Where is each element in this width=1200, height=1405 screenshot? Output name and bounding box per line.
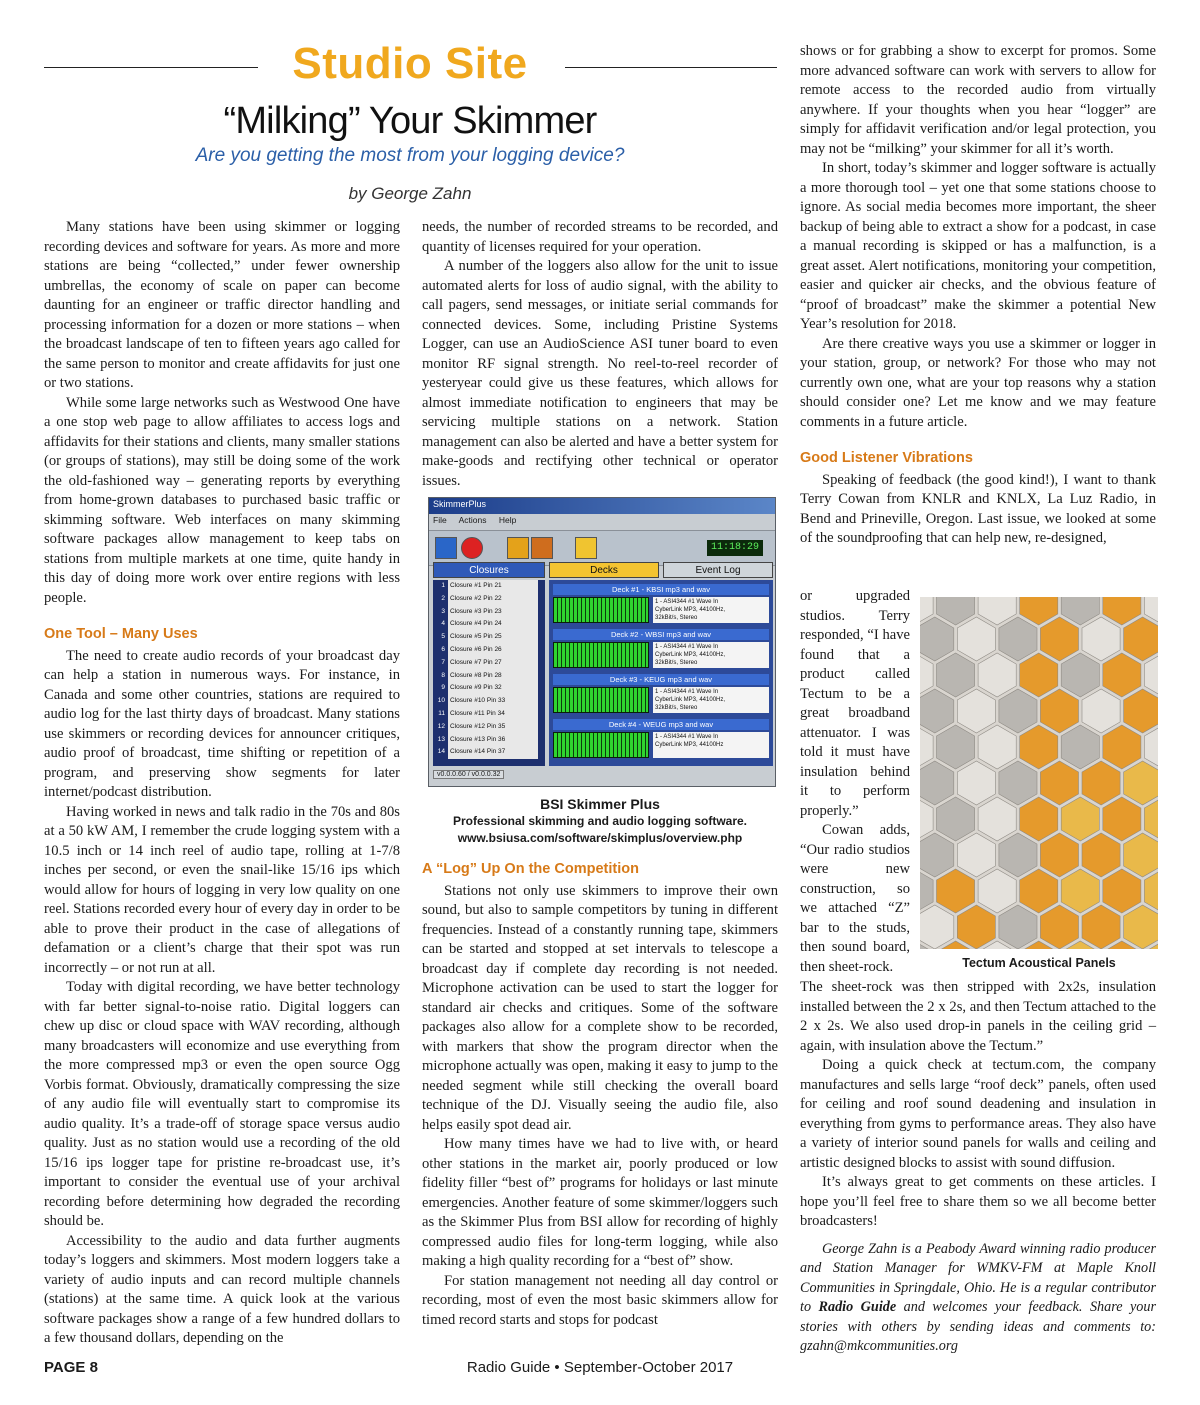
closure-row: 9 Closure #9 Pin 32 [433,682,545,695]
hexagon-panel [1040,905,1078,949]
header-rule-right [565,67,777,68]
paragraph: It’s always great to get comments on these articles. I hope you’ll feel free to share them so we all become better broadcasters! [800,1174,1156,1229]
hexagon-panel [920,653,933,697]
subhead-good-vibrations: Good Listener Vibrations [800,450,973,466]
figure-caption-skimmer [422,795,778,847]
headline: “Milking” Your Skimmer [223,100,597,142]
hexagon-panel [937,725,975,769]
hexagon-panel [1020,725,1058,769]
deck-4 [553,719,769,759]
deck-title: Deck #2 - WBSI mp3 and wav [553,629,769,640]
edit-icon [507,537,529,559]
hexagon-panel [1082,761,1120,805]
level-meter [553,597,649,623]
caption-url: www.bsiusa.com/software/skimplus/overview.php [457,831,743,845]
hexagon-panel [1144,725,1158,769]
hexagon-panel [937,797,975,841]
settings-icon [575,537,597,559]
paragraph: While some large networks such as Westwood One have a one stop web page to allow affiliates to access logs and affidavits for their stations and clients, many smaller stations (or groups of stations), may still be doing some of the work the old-fashioned way – generating reports by everything from home-grown databases to purchased basic traffic or skimming software. Web interfaces on many skimming software packages allow management to keep tabs on stations from multiple markets at one time, quite handy in this day of doing more work over entire regions with less people. [44,394,400,606]
deck-1 [553,584,769,624]
hexagon-panel [1020,797,1058,841]
paragraph: In short, today’s skimmer and logger software is actually a more thorough tool – yet one that some stations choose to ignore. As social media becomes more important, the sheer backup of being able to extract a show for a podcast, in case a manual recording is skipped or has a malfunction, is a great asset. Alert notifications, monitoring your competition, easier and quicker air checks, and the obvious feature of “proof of broadcast” make the skimmer a potential New Year’s resolution for 2018. [800,160,1156,332]
deck-title: Deck #3 - KEUG mp3 and wav [553,674,769,685]
level-meter [553,687,649,713]
record-icon [461,537,483,559]
hexagon-panel [978,869,1016,913]
menu-file: File [433,515,447,525]
deck: Are you getting the most from your logging device? [195,145,625,166]
closure-row: 3 Closure #3 Pin 23 [433,606,545,619]
tab-event-log: Event Log [663,562,773,578]
page-number: PAGE 8 [44,1359,98,1376]
hexagon-panel [1082,689,1120,733]
bio-text-b: and welcomes your feedback. Share your stories with others by sending ideas and comments to: gzahn@mkcommunities.org [800,1299,1156,1354]
paragraph: Stations not only use skimmers to improve their own sound, but also to sample competitors by tuning in different frequencies. Instead of a constantly running tape, skimmers can be started and stopped at set intervals to telescope a broadcast day if complete day recording is not needed. Microphone activation can be used to start the logger for standard air checks and critiques. Some of the software packages also allow for a complete show to be recorded, with markers that show the program director when the microphone actually was open, making it easy to jump to the needed segment while still checking the overall board technique of the DJ. Visually seeing the audio file, also helps easily spot dead air. [422,882,778,1133]
paragraph: Many stations have been using skimmer or logging recording devices and software for years. As more and more stations are being “collected,” under fewer ownership umbrellas, the economy of scale on paper can become daunting for an engineer or traffic director handling and processing information for a dozen or more stations – when the broadcast landscape of ten to fifteen years ago called for the same person to monitor and create affidavits for just one or two stations. [44,219,400,391]
hexagon-panel [920,833,954,877]
tectum-panels-photo [920,597,1158,949]
hexagon-panel [1040,833,1078,877]
deck-title: Deck #4 - WEUG mp3 and wav [553,719,769,730]
hexagon-panel [999,761,1037,805]
hexagon-panel [978,597,1016,625]
hexagon-panel [920,617,954,661]
hexagon-panel [920,725,933,769]
closure-row: 14 Closure #14 Pin 37 [433,746,545,759]
article-column-2-top [422,218,778,491]
article-column-3-top [800,42,1156,549]
hexagon-panel [1103,797,1141,841]
hexagon-panel [1061,869,1099,913]
hexagon-panel [920,761,954,805]
hexagon-panel [1103,725,1141,769]
hexagon-panel [1061,725,1099,769]
closure-row: 12 Closure #12 Pin 35 [433,721,545,734]
hexagon-panel [1124,833,1158,877]
hexagon-panel [978,653,1016,697]
hexagon-panel [957,617,995,661]
closure-row: 5 Closure #5 Pin 25 [433,631,545,644]
hexagon-panel [1103,653,1141,697]
paragraph: For station management not needing all day control or recording, most of even the most basic skimmers allow for timed record starts and stops for podcast [422,1272,778,1328]
hexagon-panel [1082,905,1120,949]
tab-decks: Decks [549,562,659,578]
tools-icon [531,537,553,559]
hexagon-panel [957,905,995,949]
article-column-3-bottom [800,978,1156,1357]
menu-help: Help [498,515,517,525]
hexagon-panel [1061,797,1099,841]
hexagon-panel [937,869,975,913]
window-toolbar [429,530,775,566]
article-column-1 [44,218,400,1349]
author-bio [800,1240,1156,1357]
hexagon-panel [1040,689,1078,733]
subhead-one-tool: One Tool – Many Uses [44,626,198,642]
hexagon-panel [937,597,975,625]
decks-panel [549,580,773,766]
article-column-2-bottom [422,860,778,1330]
window-tabs [433,562,773,578]
deck-title: Deck #1 - KBSI mp3 and wav [553,584,769,595]
hexagon-panel [957,761,995,805]
deck-2 [553,629,769,669]
paragraph: Today with digital recording, we have better technology with far better signal-to-noise ratio. Digital loggers can chew up disc or cloud space with WAV recording, although many broadcasters will economize and use everything from the more compressed mp3 or even the open source Ogg Vorbis format. Obviously, dramatically compressing the size of any audio file will eventually start to compromise its audio quality. It’s a trade-off of storage space versus audio quality. Just as no station would use a recording of the old 15/16 ips logger tape for pristine re-broadcast use, it’s important to consider the eventual use of your archival recording before determining how degraded the recording should be. [44,979,400,1229]
level-meter [553,642,649,668]
caption-description: Professional skimming and audio logging software. [452,814,748,828]
hexagon-panel [1124,905,1158,949]
closure-row: 4 Closure #4 Pin 24 [433,618,545,631]
closure-row: 7 Closure #7 Pin 27 [433,657,545,670]
hexagon-panel [1082,617,1120,661]
paragraph: Having worked in news and talk radio in the 70s and 80s at a 50 kW AM, I remember the crude logging system with a 10.5 inch or 14 inch reel of audio tape, rolling at 1-7/8 inches per second, or even the snail-like 15/16 ips which would allow for hours of logging in very low quality on one reel. Stations recorded every hour of every day in order to be able to prove their product in the case of allegations of defamation or a client’s charge that their spot was run incorrectly – or not run at all. [44,803,400,976]
hexagon-panel [1082,833,1120,877]
hexagon-panel [1144,869,1158,913]
hexagon-panel [1144,653,1158,697]
hexagon-panel [920,905,954,949]
hexagon-panel [1040,617,1078,661]
hexagon-panel [1020,869,1058,913]
paragraph: How many times have we had to live with, or heard other stations in the market air, poorly produced or low fidelity filler “best of” programs for holidays or last minute emergencies. Another feature of some skimmer/loggers such as the Skimmer Plus from BSI allow for recording of highly compressed audio files for long-term logging, while also making a high quality recording for a “best of” show. [422,1136,778,1269]
footer-publication: Radio Guide • September-October 2017 [466,1359,734,1376]
level-meter [553,732,649,758]
figure-caption-tectum: Tectum Acoustical Panels [962,956,1116,970]
hexagon-panel [937,653,975,697]
hexagon-panel [1124,689,1158,733]
hexagon-panel [999,905,1037,949]
hexagon-panel [1103,869,1141,913]
hexagon-panel [1061,653,1099,697]
deck-info: 1 - ASI4344 #1 Wave In CyberLink MP3, 44100Hz, 32kBit/s, Stereo [653,687,769,713]
closure-row: 2 Closure #2 Pin 22 [433,593,545,606]
menu-actions: Actions [458,515,487,525]
hexagon-panel [920,689,954,733]
paragraph: Doing a quick check at tectum.com, the company manufactures and sells large “roof deck” panels, often used for ceiling and roof sound deadening and insulation in everything from gyms to performance areas. They also have a variety of interior sound panels for walls and ceiling and artistic designed blocks to assist with sound diffusion. [800,1057,1156,1171]
header-rule-left [44,67,258,68]
subhead-log-up: A “Log” Up On the Competition [422,861,639,877]
paragraph: The sheet-rock was then stripped with 2x2s, insulation installed between the 2 x 2s, and then Tectum attached to the 2 x 2s. We also used drop-in panels in the ceiling grid – again, with insulation above the Tectum.” [800,979,1156,1054]
hexagon-panel [999,689,1037,733]
hexagon-panel [999,617,1037,661]
hexagon-panel [978,797,1016,841]
paragraph: Cowan adds, “Our radio studios were new construction, so we attached “Z” bar to the studs, then sound board, then sheet-rock. [800,822,910,975]
closure-row: 13 Closure #13 Pin 36 [433,734,545,747]
clock-display: 11:18:29 [707,540,763,556]
section-title: Studio Site [292,39,528,88]
paragraph: shows or for grabbing a show to excerpt for promos. Some more advanced software can work with servers to allow for remote access to the recorded audio from virtually anywhere. If your thoughts when you hear “logger” are simply for affidavit verification and/or legal protection, you may not be “milking” your skimmer for all it’s worth. [800,43,1156,157]
hexagon-panel [1061,597,1099,625]
hexagon-panel [920,869,933,913]
hexagon-panel [957,689,995,733]
closure-row: 1 Closure #1 Pin 21 [433,580,545,593]
paragraph: The need to create audio records of your broadcast day can help a station in numerous ways. For instance, in Canada and some other countries, stations are required to audio log for the last thirty days of broadcast. Many stations use skimmers or recording devices for announcer critiques, audio proof of broadcast, time shifting or repetition of a program, and preserving show segments for later internet/podcast distribution. [44,647,400,800]
hexagon-panel [1124,761,1158,805]
hexagon-panel [1144,797,1158,841]
status-bar [433,770,773,783]
hexagon-panel [1040,761,1078,805]
closure-row: 11 Closure #11 Pin 34 [433,708,545,721]
deck-info: 1 - ASI4344 #1 Wave In CyberLink MP3, 44100Hz, 32kBit/s, Stereo [653,597,769,623]
play-icon [435,537,457,559]
paragraph: Are there creative ways you use a skimmer or logger in your station, group, or network? For those who may not currently own one, what are your top reasons why a station should consider one? Let me know and we may feature comments in a future article. [800,335,1156,430]
hexagon-panel [978,725,1016,769]
hexagon-panel [920,797,933,841]
paragraph: A number of the loggers also allow for the unit to issue automated alerts for loss of audio signal, with the ability to call pagers, send messages, or initiate serial commands for connected devices. Some, including Pristine Systems Logger, can use an AudioScience ASI tuner board to even monitor RF signal strength. No reel-to-reel recorder of yesteryear could give us these features, which allows for almost immediate notification to engineers that may be servicing multiple stations on a network. Station management can also be alerted and have a better system for make-goods and rectifying other technical or operator issues. [422,258,778,489]
hexagon-panel [1103,597,1141,625]
hexagon-panel [1020,597,1058,625]
tab-closures: Closures [433,562,545,578]
version-label: v0.0.0.60 / v0.0.0.32 [433,770,504,779]
hexagon-panel [1020,653,1058,697]
article-column-3-narrow [800,587,910,977]
bio-text-a: George Zahn is a Peabody Award winning radio producer and Station Manager for WMKV-FM at Maple Knoll Communities in Springdale, Ohio. He is a regular contributor to [800,1240,1156,1315]
caption-title: BSI Skimmer Plus [540,796,660,812]
byline: by George Zahn [348,184,472,203]
skimmer-plus-screenshot [428,497,776,787]
closures-list [433,580,545,766]
paragraph: needs, the number of recorded streams to be recorded, and quantity of licenses required for your operation. [422,219,778,255]
paragraph: Speaking of feedback (the good kind!), I want to thank Terry Cowan from KNLR and KNLX, La Luz Radio, in Bend and Prineville, Oregon. Last issue, we looked at some of the soundproofing that can help new, re-designed, [800,471,1156,546]
closure-row: 10 Closure #10 Pin 33 [433,695,545,708]
hexagon-panels-image [920,597,1158,949]
closure-row: 8 Closure #8 Pin 28 [433,670,545,683]
window-menu [429,514,775,530]
deck-3 [553,674,769,714]
deck-info: 1 - ASI4344 #1 Wave In CyberLink MP3, 44100Hz, 32kBit/s, Stereo [653,642,769,668]
paragraph: Accessibility to the audio and data further augments today’s loggers and skimmers. Most modern loggers take a variety of audio inputs and can record multiple channels (stations) at the same time. A quick look at the various software packages show a range of a few hundred dollars to a few thousand dollars, depending on the [44,1232,400,1346]
paragraph: or upgraded studios. Terry responded, “I have found that a product called Tectum to be a great broadband attenuator. I was told it must have insulation behind it to perform properly.” [800,588,910,819]
deck-info: 1 - ASI4344 #1 Wave In CyberLink MP3, 44100Hz [653,732,769,758]
closure-row: 6 Closure #6 Pin 26 [433,644,545,657]
window-title: SkimmerPlus [429,498,775,514]
hexagon-panel [1124,617,1158,661]
hexagon-panel [999,833,1037,877]
bio-publication: Radio Guide [818,1299,897,1315]
hexagon-panel [957,833,995,877]
